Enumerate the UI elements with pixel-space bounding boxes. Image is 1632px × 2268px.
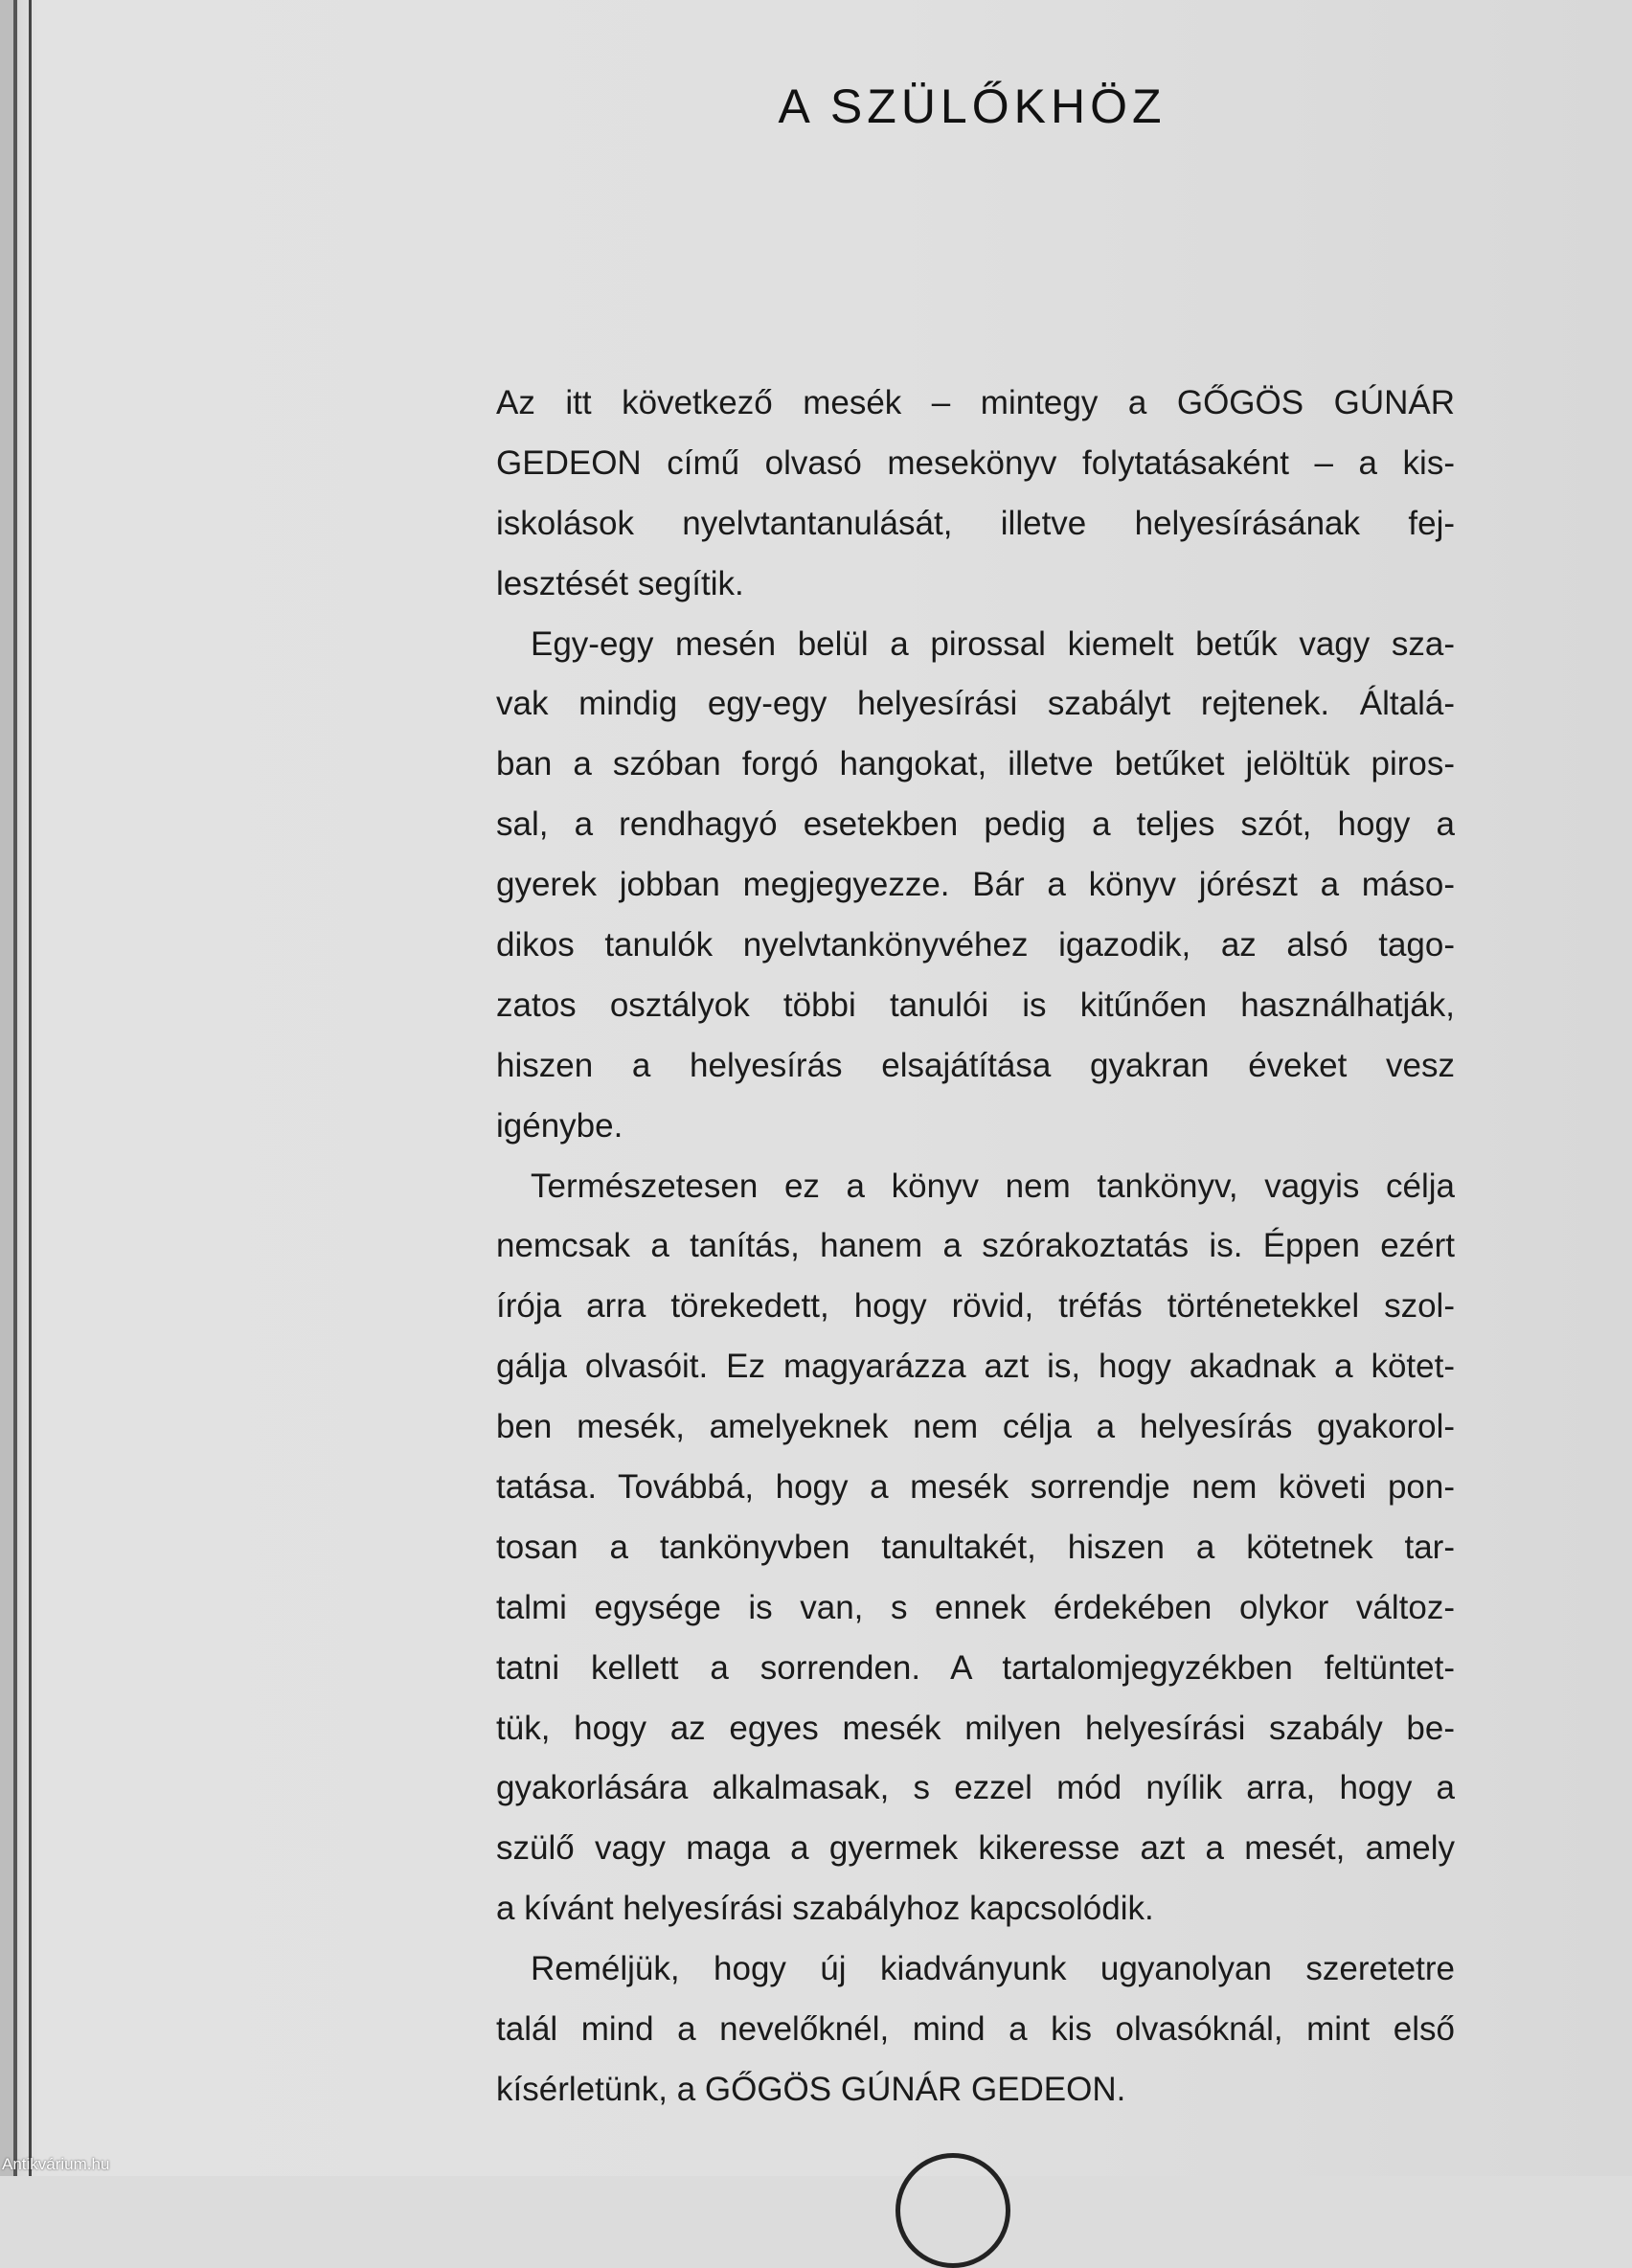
text-line: nemcsak a tanítás, hanem a szórakoztatás is. Éppen ezért xyxy=(496,1227,1455,1265)
text-line: tatni kellett a sorrenden. A tartalomjegyzékben feltüntet- xyxy=(496,1648,1455,1687)
text-line: Egy-egy mesén belül a pirossal kiemelt betűk vagy sza- xyxy=(531,624,1455,663)
text-line: írója arra törekedett, hogy rövid, tréfás történetekkel szol- xyxy=(496,1287,1455,1326)
text-line: Az itt következő mesék – mintegy a GŐGÖS GÚNÁR xyxy=(496,384,1455,421)
text-line: tosan a tankönyvben tanultakét, hiszen a kötetnek tar- xyxy=(496,1528,1455,1566)
text-line: tatása. Továbbá, hogy a mesék sorrendje nem követi pon- xyxy=(496,1468,1455,1507)
text-line: talál mind a nevelőknél, mind a kis olvasóknál, mint első xyxy=(496,2010,1455,2049)
text-line: szülő vagy maga a gyermek kikeresse azt a mesét, amely xyxy=(496,1829,1455,1868)
text-line: talmi egysége is van, s ennek érdekében olykor változ- xyxy=(496,1588,1455,1626)
text-line: hiszen a helyesírás elsajátítása gyakran éveket vesz xyxy=(496,1046,1455,1084)
text-line: gyakorlására alkalmasak, s ezzel mód nyílik arra, hogy a xyxy=(496,1769,1455,1807)
text-line: Reméljük, hogy új kiadványunk ugyanolyan szeretetre xyxy=(531,1950,1455,1988)
stamp-mark xyxy=(895,2153,1010,2268)
text-line: lesztését segítik. xyxy=(496,564,744,602)
text-line: dikos tanulók nyelvtankönyvéhez igazodik, az alsó tago- xyxy=(496,926,1455,964)
binding-line xyxy=(29,0,32,2176)
text-line: gyerek jobban megjegyezze. Bár a könyv jórészt a máso- xyxy=(496,866,1455,904)
page-title: A SZÜLŐKHÖZ xyxy=(778,79,1167,133)
text-line: gálja olvasóit. Ez magyarázza azt is, hogy akadnak a kötet- xyxy=(496,1348,1455,1386)
text-line: GEDEON című olvasó mesekönyv folytatásaként – a kis- xyxy=(496,443,1455,482)
text-line: Természetesen ez a könyv nem tankönyv, vagyis célja xyxy=(531,1167,1455,1205)
text-line: tük, hogy az egyes mesék milyen helyesírási szabály be- xyxy=(496,1709,1455,1747)
text-line: sal, a rendhagyó esetekben pedig a teljes szót, hogy a xyxy=(496,805,1455,844)
binding-line xyxy=(13,0,17,2176)
watermark: Antikvárium.hu xyxy=(2,2155,110,2173)
text-line: zatos osztályok többi tanulói is kitűnően használhatják, xyxy=(496,986,1455,1024)
body-text xyxy=(496,374,1455,2121)
text-line: igénybe. xyxy=(496,1106,623,1145)
text-line: ben mesék, amelyeknek nem célja a helyesírás gyakorol- xyxy=(496,1408,1455,1446)
text-line: ban a szóban forgó hangokat, illetve betűket jelöltük piros- xyxy=(496,745,1455,783)
page-edge xyxy=(0,0,13,2176)
text-line: iskolások nyelvtantanulását, illetve helyesírásának fej- xyxy=(496,504,1455,542)
text-line: a kívánt helyesírási szabályhoz kapcsolódik. xyxy=(496,1890,1154,1928)
text-line: vak mindig egy-egy helyesírási szabályt rejtenek. Általá- xyxy=(496,685,1455,723)
text-line: kísérletünk, a GŐGÖS GÚNÁR GEDEON. xyxy=(496,2070,1126,2108)
